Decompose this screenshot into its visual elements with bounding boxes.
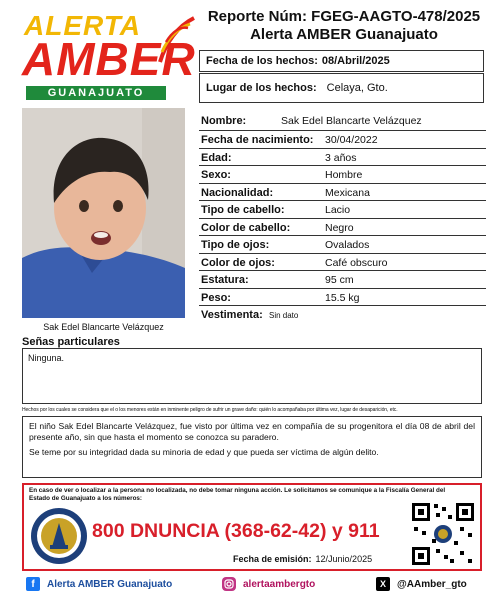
field-value: Hombre (325, 169, 363, 181)
field-value: Café obscuro (325, 256, 388, 269)
field-value: 95 cm (325, 274, 354, 286)
instagram-handle: alertaambergto (243, 578, 316, 590)
field-value: Lacio (325, 204, 351, 216)
field-value: Mexicana (325, 186, 370, 199)
logo-alerta-text: ALERTA (24, 10, 141, 41)
instagram-link[interactable] (222, 577, 315, 591)
field-edad (199, 149, 486, 167)
field-value: Negro (325, 221, 354, 234)
field-label: Sexo: (201, 169, 231, 181)
senas-title: Señas particulares (22, 336, 120, 348)
field-value: 15.5 kg (325, 291, 360, 304)
hechos-note: Hechos por los cuales se considera que el o los menores están en inminente peligro de sufrir un grave daño: quién lo acompañaba por última vez, lugar de desaparición, etc. (22, 407, 398, 413)
field-label: Tipo de cabello: (201, 204, 285, 216)
qr-code-icon[interactable] (410, 501, 476, 567)
field-color-cabello (199, 219, 486, 237)
personal-data-table (199, 109, 486, 328)
field-value: Sak Edel Blancarte Velázquez (281, 115, 422, 127)
field-tipo-ojos (199, 236, 486, 254)
field-value: Ovalados (325, 239, 370, 251)
facebook-link[interactable] (26, 577, 172, 591)
field-label: Nacionalidad: (201, 186, 274, 199)
field-label: Estatura: (201, 274, 249, 286)
emission-label: Fecha de emisión: (233, 554, 312, 564)
field-value: Sin dato (269, 311, 299, 320)
instagram-icon (222, 577, 236, 591)
emission-value: 12/Junio/2025 (315, 554, 373, 564)
event-place-value: Celaya, Gto. (326, 82, 388, 94)
event-date-label: Fecha de los hechos: (206, 55, 318, 67)
child-photo-illustration (22, 108, 185, 318)
logo-guanajuato-text: GUANAJUATO (26, 86, 166, 100)
event-place-box (199, 73, 484, 103)
field-label: Nombre: (201, 115, 247, 127)
field-tipo-cabello (199, 201, 486, 219)
phone-number[interactable]: 800 DNUNCIA (368-62-42) y 911 (92, 520, 380, 542)
senas-value: Ninguna. (28, 353, 65, 363)
field-label: Peso: (201, 291, 231, 304)
field-nombre (199, 109, 486, 131)
x-link[interactable] (376, 577, 467, 591)
field-value: 30/04/2022 (325, 134, 378, 146)
field-label: Tipo de ojos: (201, 239, 270, 251)
x-icon: X (376, 577, 390, 591)
report-subtitle: Alerta AMBER Guanajuato (250, 26, 438, 43)
field-label: Fecha de nacimiento: (201, 134, 314, 146)
event-place-label: Lugar de los hechos: (206, 82, 317, 94)
facebook-icon: f (26, 577, 40, 591)
field-nacionalidad (199, 184, 486, 202)
footer-social (0, 574, 504, 596)
field-fecha-nacimiento (199, 131, 486, 149)
event-date-box (199, 50, 484, 72)
field-label: Color de ojos: (201, 256, 275, 269)
event-date-value: 08/Abril/2025 (321, 55, 390, 67)
field-sexo (199, 166, 486, 184)
child-photo (22, 108, 185, 318)
report-number: Reporte Núm: FGEG-AAGTO-478/2025 (207, 8, 481, 25)
field-value: 3 años (325, 151, 357, 164)
field-label: Vestimenta: (201, 309, 263, 321)
description-paragraph-2: Se teme por su integridad dada su minoria de edad y que pueda ser víctima de algún delito. (29, 447, 379, 457)
field-color-ojos (199, 254, 486, 272)
description-box (22, 416, 482, 478)
logo-swoosh-icon (156, 12, 196, 64)
description-paragraph-1: El niño Sak Edel Blancarte Velázquez, fue visto por última vez en compañía de su progenitora el día 08 de abril del presente año, sin que hasta el momento se conozca su paradero. (29, 421, 475, 442)
field-label: Color de cabello: (201, 221, 291, 234)
field-estatura (199, 271, 486, 289)
field-vestimenta (199, 306, 486, 328)
alerta-amber-logo (20, 8, 196, 100)
facebook-handle: Alerta AMBER Guanajuato (47, 578, 173, 590)
contact-box (22, 483, 482, 571)
contact-instructions: En caso de ver o localizar a la persona no localizada, no debe tomar ninguna acción. Le solicitamos se comunique a la Fiscalía General del Estado de Guanajuato a los números: (29, 487, 446, 502)
field-peso (199, 289, 486, 307)
photo-caption: Sak Edel Blancarte Velázquez (43, 322, 164, 332)
logo-amber-text: AMBER (22, 33, 196, 85)
field-label: Edad: (201, 151, 232, 164)
x-handle: @AAmber_gto (397, 578, 467, 590)
senas-box (22, 348, 482, 404)
emission-date (233, 554, 372, 564)
fiscalia-seal-icon (30, 507, 88, 565)
